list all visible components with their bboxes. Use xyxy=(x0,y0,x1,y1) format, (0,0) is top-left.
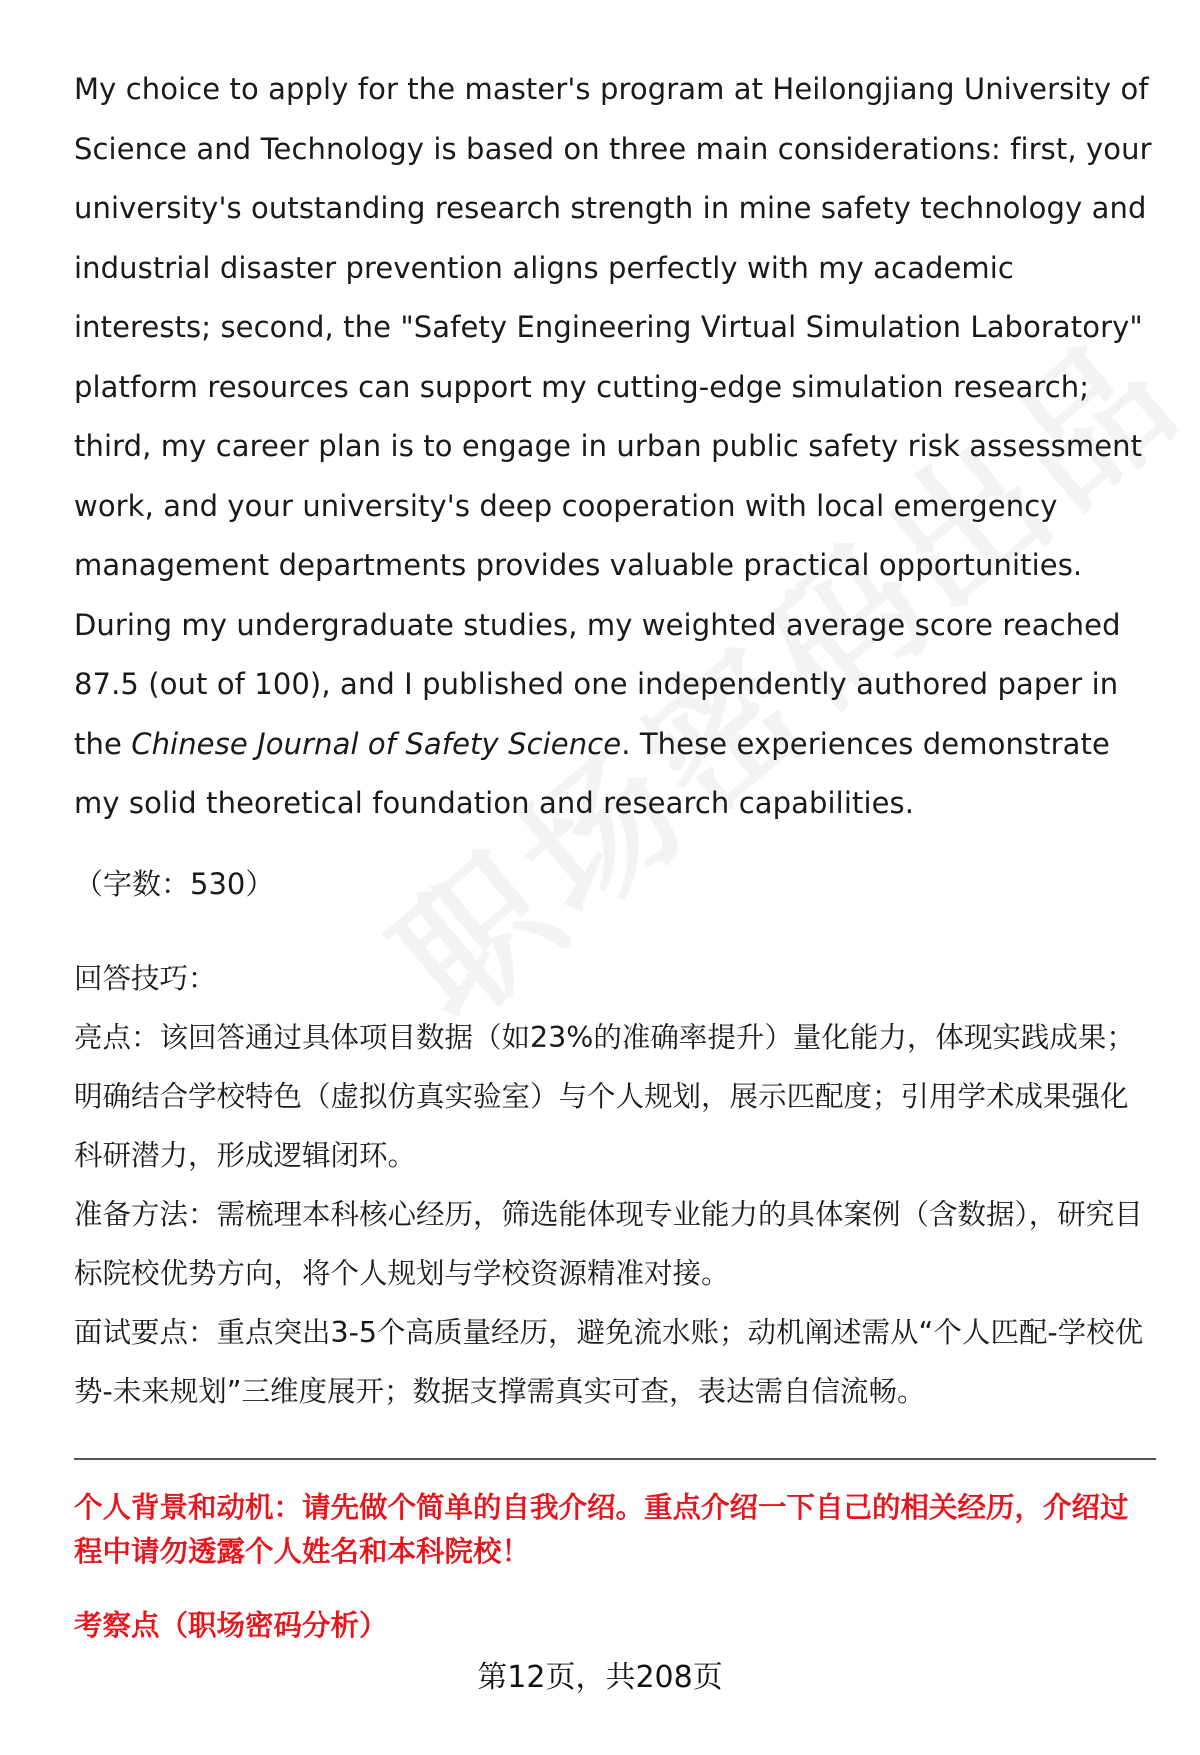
word-count: （字数：530） xyxy=(74,866,275,901)
essay-text-part2: . These experiences demonstrate my solid theoretical foundation and research capabilities. xyxy=(74,726,1110,820)
exam-point-heading: 考察点（职场密码分析） xyxy=(74,1608,388,1642)
tips-interview-points: 面试要点：重点突出3-5个高质量经历，避免流水账；动机阐述需从“个人匹配-学校优势-未来规划”三维度展开；数据支撑需真实可查，表达需自信流畅。 xyxy=(74,1315,1144,1408)
journal-title: Chinese Journal of Safety Science xyxy=(131,726,622,761)
essay-text-part1: My choice to apply for the master's program at Heilongjiang University of Science and Technology is based on three main considerations: first, your university's outstanding research strength in mine safety technology and industrial disaster prevention aligns perfectly with my academic interests; second, the "Safety Engineering Virtual Simulation Laboratory" platform resources can support my cutting-edge simulation research; third, my career plan is to engage in urban public safety risk assessment work, and your university's deep cooperation with local emergency management departments provides valuable practical opportunities. During my undergraduate studies, my weighted average score reached 87.5 (out of 100), and I published one independently authored paper in the xyxy=(74,72,1152,761)
section-divider xyxy=(74,1458,1156,1460)
page-number: 第12页，共208页 xyxy=(477,1660,723,1695)
essay-paragraph xyxy=(74,60,1154,834)
question-heading: 个人背景和动机：请先做个简单的自我介绍。重点介绍一下自己的相关经历，介绍过程中请勿透露个人姓名和本科院校！ xyxy=(74,1490,1129,1568)
tips-heading: 回答技巧： xyxy=(74,961,217,995)
page-content xyxy=(74,60,1154,1648)
tips-preparation: 准备方法：需梳理本科核心经历，筛选能体现专业能力的具体案例（含数据），研究目标院校优势方向，将个人规划与学校资源精准对接。 xyxy=(74,1197,1143,1290)
answer-tips xyxy=(74,949,1154,1421)
tips-highlight: 亮点：该回答通过具体项目数据（如23%的准确率提升）量化能力，体现实践成果；明确结合学校特色（虚拟仿真实验室）与个人规划，展示匹配度；引用学术成果强化科研潜力，形成逻辑闭环。 xyxy=(74,1020,1135,1172)
